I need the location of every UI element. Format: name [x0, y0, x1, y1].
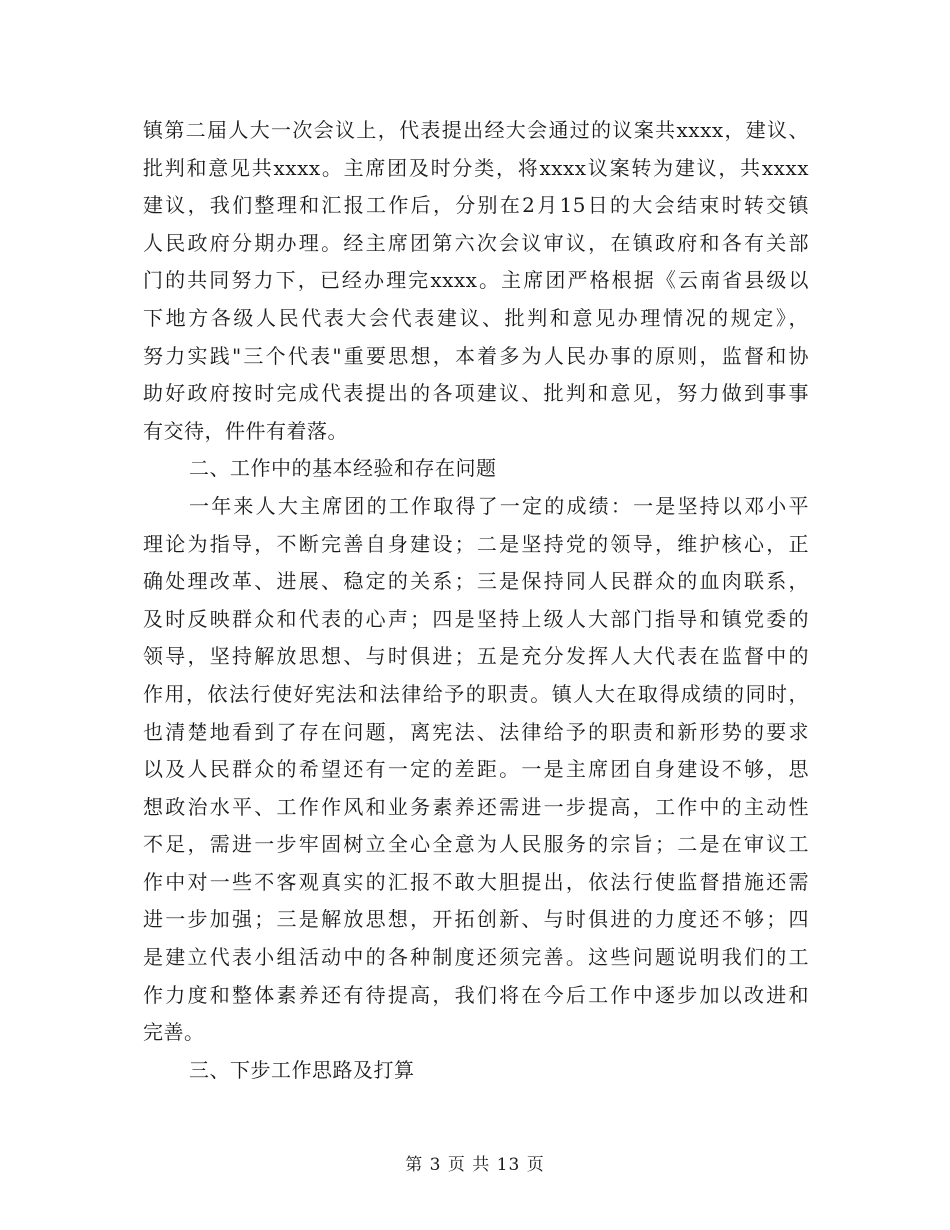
text-line: 努力实践"三个代表"重要思想，本着多为人民办事的原则，监督和协	[143, 343, 809, 368]
text-line: 建议，我们整理和汇报工作后，分别在2月15日的大会结束时转交镇	[143, 193, 809, 218]
text-line: 进一步加强；三是解放思想，开拓创新、与时俱进的力度还不够；四	[143, 907, 809, 932]
text-line: 确处理改革、进展、稳定的关系；三是保持同人民群众的血肉联系，	[143, 569, 809, 594]
text-line: 作力度和整体素养还有待提高，我们将在今后工作中逐步加以改进和	[143, 982, 809, 1007]
text-line: 有交待，件件有着落。	[143, 418, 348, 443]
text-line: 批判和意见共xxxx。主席团及时分类，将xxxx议案转为建议，共xxxx	[143, 155, 809, 180]
text-line: 领导，坚持解放思想、与时俱进；五是充分发挥人大代表在监督中的	[143, 644, 809, 669]
text-line: 是建立代表小组活动中的各种制度还须完善。这些问题说明我们的工	[143, 945, 809, 970]
text-line: 人民政府分期办理。经主席团第六次会议审议，在镇政府和各有关部	[143, 230, 809, 255]
text-line: 想政治水平、工作作风和业务素养还需进一步提高，工作中的主动性	[143, 794, 809, 819]
text-line: 不足，需进一步牢固树立全心全意为人民服务的宗旨；二是在审议工	[143, 832, 809, 857]
text-line: 也清楚地看到了存在问题，离宪法、法律给予的职责和新形势的要求	[143, 719, 809, 744]
text-line: 以及人民群众的希望还有一定的差距。一是主席团自身建设不够，思	[143, 757, 809, 782]
text-line: 门的共同努力下，已经办理完xxxx。主席团严格根据《云南省县级以	[143, 268, 809, 293]
text-line: 作用，依法行使好宪法和法律给予的职责。镇人大在取得成绩的同时，	[143, 681, 809, 706]
text-line: 下地方各级人民代表大会代表建议、批判和意见办理情况的规定》，	[143, 305, 809, 330]
text-line: 一年来人大主席团的工作取得了一定的成绩：一是坚持以邓小平	[189, 493, 809, 518]
text-line: 镇第二届人大一次会议上，代表提出经大会通过的议案共xxxx，建议、	[143, 118, 809, 142]
text-line: 完善。	[143, 1020, 205, 1045]
text-line: 理论为指导，不断完善自身建设；二是坚持党的领导，维护核心，正	[143, 531, 809, 556]
text-line: 二、工作中的基本经验和存在问题	[189, 456, 497, 481]
text-line: 三、下步工作思路及打算	[189, 1057, 415, 1082]
page-number-footer: 第 3 页 共 13 页	[405, 1155, 545, 1175]
document-body	[143, 112, 809, 1089]
text-line: 助好政府按时完成代表提出的各项建议、批判和意见，努力做到事事	[143, 381, 809, 406]
text-line: 及时反映群众和代表的心声；四是坚持上级人大部门指导和镇党委的	[143, 606, 809, 631]
text-line: 作中对一些不客观真实的汇报不敢大胆提出，依法行使监督措施还需	[143, 869, 809, 894]
